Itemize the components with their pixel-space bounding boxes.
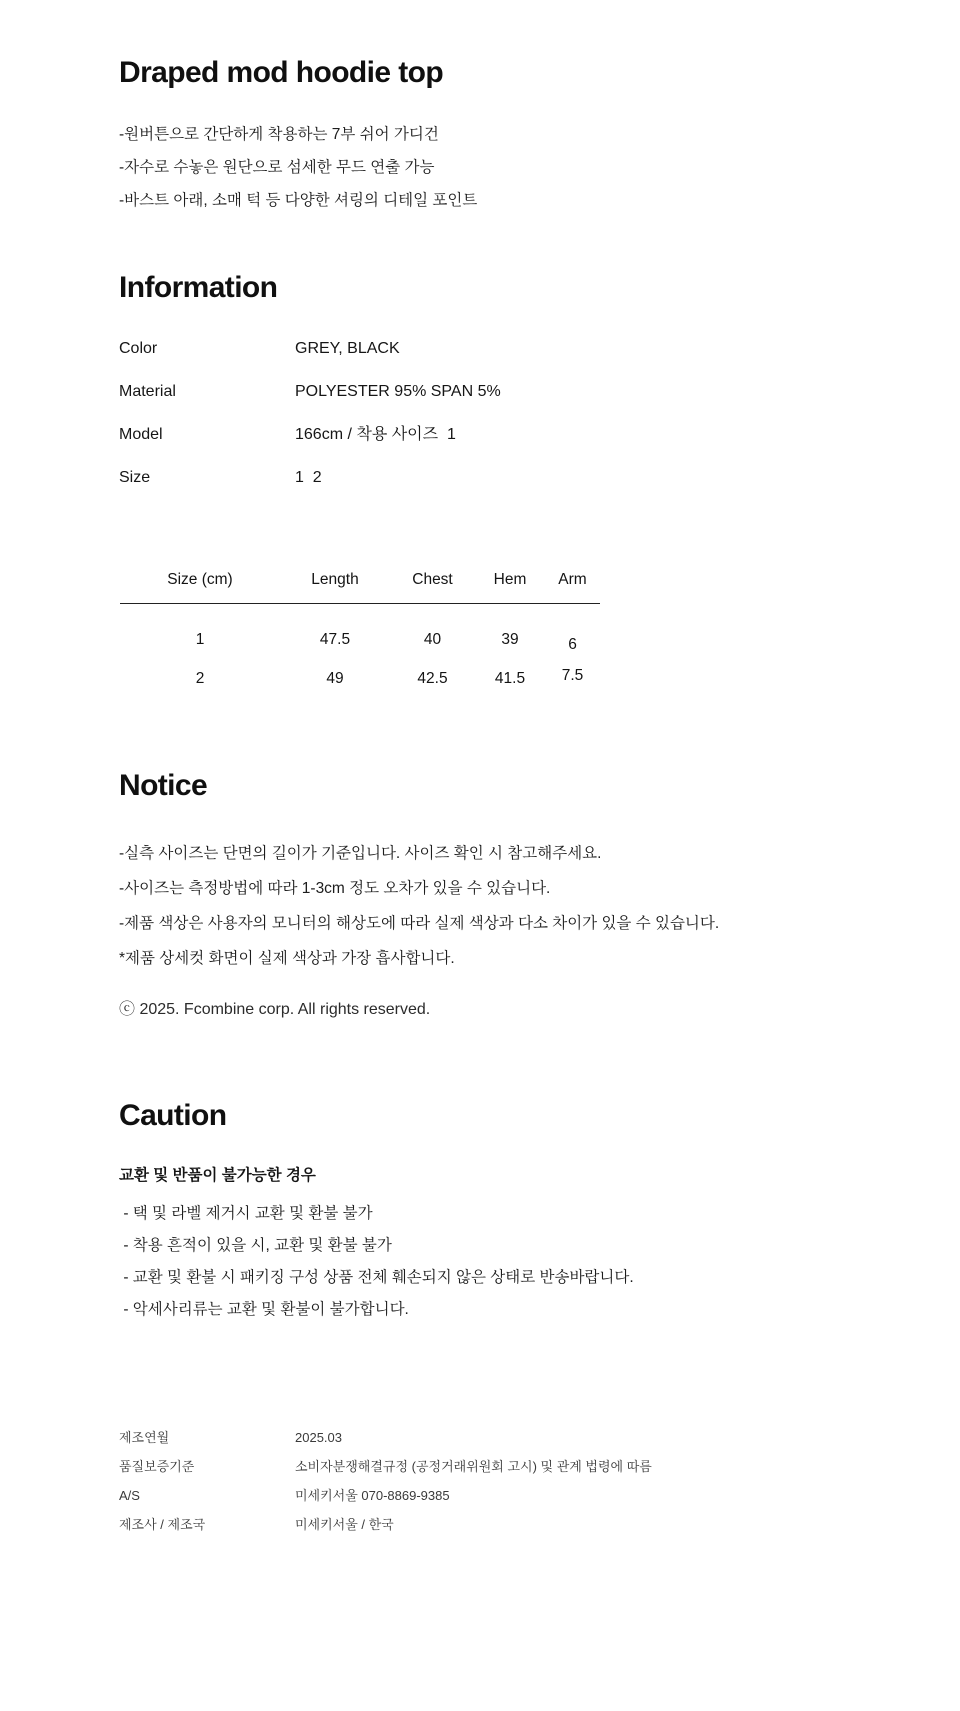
- size-table-cell: [545, 649, 600, 688]
- information-rows: [119, 339, 501, 511]
- size-table-cell: 49: [326, 670, 344, 687]
- info-label: Model: [119, 426, 163, 443]
- mfg-value: 소비자분쟁해결규정 (공정거래위원회 고시) 및 관계 법령에 따름: [295, 1459, 652, 1474]
- page-title: Draped mod hoodie top: [119, 56, 444, 89]
- size-table-header-cell: Chest: [390, 570, 475, 604]
- size-table-cell: 2: [195, 670, 205, 687]
- size-table-cell: [545, 604, 600, 653]
- mfg-label: 제조연월: [119, 1430, 170, 1445]
- mfg-label: 품질보증기준: [119, 1459, 195, 1474]
- info-row-material: [119, 382, 501, 401]
- size-table-cell: 40: [423, 631, 442, 648]
- mfg-label: 제조사 / 제조국: [119, 1517, 206, 1532]
- mfg-row-origin: [119, 1510, 652, 1539]
- info-value: POLYESTER 95% SPAN 5%: [295, 383, 501, 400]
- info-value: 1 2: [295, 469, 322, 486]
- caution-line: - 택 및 라벨 제거시 교환 및 환불 불가: [119, 1205, 373, 1222]
- size-table-row: [120, 649, 600, 688]
- info-row-model: [119, 425, 501, 444]
- intro-line: -자수로 수놓은 원단으로 섬세한 무드 연출 가능: [119, 159, 435, 176]
- size-table-cell: 41.5: [494, 670, 526, 687]
- mfg-value: 미세키서울 070-8869-9385: [295, 1488, 450, 1503]
- section-heading-caution: Caution: [119, 1099, 227, 1132]
- mfg-value: 미세키서울 / 한국: [295, 1517, 394, 1532]
- notice-line: *제품 상세컷 화면이 실제 색상과 가장 흡사합니다.: [119, 950, 455, 967]
- caution-line: - 교환 및 환불 시 패키징 구성 상품 전체 훼손되지 않은 상태로 반송바랍니다.: [119, 1269, 634, 1286]
- size-table-cell-value: 6: [568, 636, 577, 653]
- product-intro: [119, 118, 477, 217]
- info-label: Material: [119, 383, 176, 400]
- info-row-color: [119, 339, 501, 358]
- info-label: Color: [119, 340, 158, 357]
- size-table-header-row: [120, 570, 600, 604]
- intro-line: -원버튼으로 간단하게 착용하는 7부 쉬어 가디건: [119, 126, 439, 143]
- size-table-header-cell: Arm: [545, 570, 600, 604]
- caution-block: [119, 1160, 634, 1326]
- size-table-header-cell: Size (cm): [120, 570, 280, 604]
- size-table-cell: 47.5: [319, 631, 351, 648]
- size-table-header-cell: Hem: [475, 570, 545, 604]
- manufacturing-info: [119, 1423, 652, 1539]
- notice-line: -사이즈는 측정방법에 따라 1-3cm 정도 오차가 있을 수 있습니다.: [119, 880, 551, 897]
- size-table-cell: 1: [195, 631, 205, 648]
- mfg-row-date: [119, 1423, 652, 1452]
- caution-subtitle: 교환 및 반품이 불가능한 경우: [119, 1167, 316, 1184]
- mfg-row-as: [119, 1481, 652, 1510]
- mfg-value: 2025.03: [295, 1430, 342, 1445]
- size-table-row: [120, 604, 600, 650]
- notice-line: -제품 색상은 사용자의 모니터의 해상도에 따라 실제 색상과 다소 차이가 있을 수 있습니다.: [119, 915, 720, 932]
- info-value: 166cm / 착용 사이즈 1: [295, 426, 456, 443]
- mfg-label: A/S: [119, 1488, 140, 1503]
- mfg-row-warranty: [119, 1452, 652, 1481]
- size-table-cell: 39: [501, 631, 519, 648]
- info-label: Size: [119, 469, 151, 486]
- caution-line: - 악세사리류는 교환 및 환불이 불가합니다.: [119, 1301, 409, 1318]
- size-table-cell-value: 7.5: [561, 667, 584, 684]
- notice-list: [119, 836, 719, 976]
- copyright-text: ⓒ 2025. Fcombine corp. All rights reserved.: [119, 1001, 431, 1018]
- section-heading-information: Information: [119, 271, 278, 304]
- info-row-size: [119, 468, 501, 487]
- notice-line: -실측 사이즈는 단면의 길이가 기준입니다. 사이즈 확인 시 참고해주세요.: [119, 845, 602, 862]
- intro-line: -바스트 아래, 소매 턱 등 다양한 셔링의 디테일 포인트: [119, 192, 478, 209]
- info-value: GREY, BLACK: [295, 340, 400, 357]
- caution-line: - 착용 흔적이 있을 시, 교환 및 환불 불가: [119, 1237, 392, 1254]
- size-table-cell: 42.5: [417, 670, 448, 687]
- size-table: [120, 570, 600, 688]
- section-heading-notice: Notice: [119, 769, 208, 802]
- size-table-header-cell: Length: [280, 570, 390, 604]
